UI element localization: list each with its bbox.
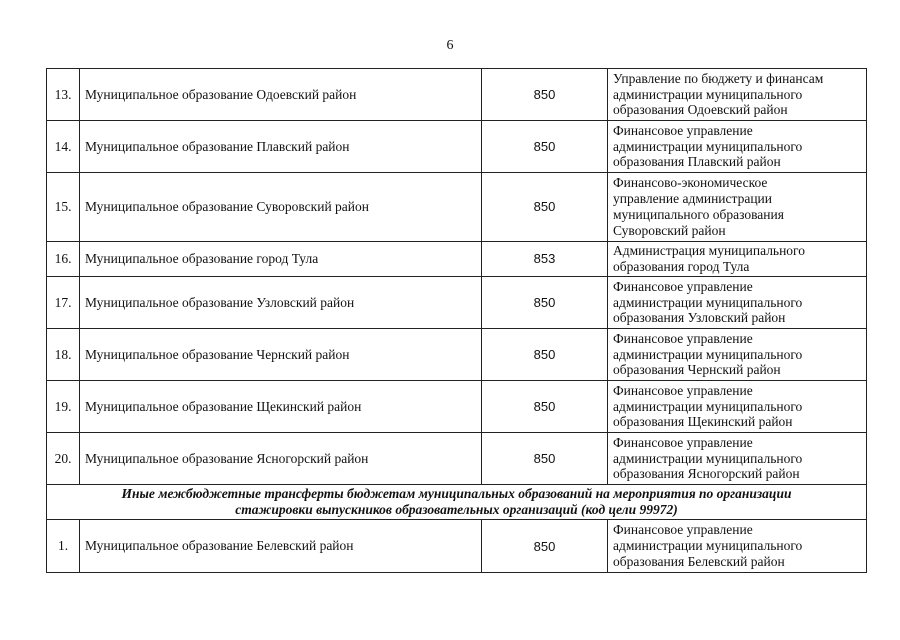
budget-code: 850 (482, 329, 608, 381)
administrator-line: Администрация муниципального (613, 243, 806, 259)
row-number: 16. (47, 242, 80, 277)
budget-code: 850 (482, 381, 608, 433)
municipality-name: Муниципальное образование Узловский район (80, 277, 482, 329)
table-row (47, 277, 867, 329)
administrator-line: Финансовое управление (613, 330, 753, 346)
table-row (47, 69, 867, 121)
row-number: 20. (47, 433, 80, 485)
administrator-line: Управление по бюджету и финансам (613, 70, 824, 86)
administrator-line: администрации муниципального (613, 538, 803, 554)
administrator-line: Финансовое управление (613, 522, 753, 538)
administrator-name (608, 173, 867, 242)
row-number: 19. (47, 381, 80, 433)
municipality-name: Муниципальное образование Одоевский район (80, 69, 482, 121)
administrator-line: Финансовое управление (613, 382, 753, 398)
administrator-line: Суворовский район (613, 222, 726, 238)
administrator-line: образования Узловский район (613, 310, 786, 326)
administrator-line: администрации муниципального (613, 346, 803, 362)
municipality-name: Муниципальное образование город Тула (80, 242, 482, 277)
administrator-line: Финансовое управление (613, 278, 753, 294)
administrator-line: администрации муниципального (613, 294, 803, 310)
table-row (47, 381, 867, 433)
budget-code: 850 (482, 433, 608, 485)
administrator-name (608, 433, 867, 485)
section-heading (47, 485, 867, 520)
administrator-name (608, 381, 867, 433)
administrator-line: Финансово-экономическое (613, 175, 768, 191)
municipality-name: Муниципальное образование Чернский район (80, 329, 482, 381)
administrator-line: образования Чернский район (613, 362, 781, 378)
administrator-name (608, 121, 867, 173)
administrator-line: образования Щекинский район (613, 414, 793, 430)
administrator-line: образования Одоевский район (613, 102, 788, 118)
row-number: 13. (47, 69, 80, 121)
budget-code: 850 (482, 173, 608, 242)
table-row (47, 173, 867, 242)
municipality-name: Муниципальное образование Белевский район (80, 520, 482, 573)
administrator-line: администрации муниципального (613, 398, 803, 414)
administrator-name (608, 329, 867, 381)
municipality-name: Муниципальное образование Щекинский район (80, 381, 482, 433)
administrator-line: администрации муниципального (613, 86, 803, 102)
section-heading-line: Иные межбюджетные трансферты бюджетам муниципальных образований на мероприятия по организации (121, 486, 792, 501)
municipality-name: Муниципальное образование Ясногорский район (80, 433, 482, 485)
administrator-line: образования Белевский район (613, 554, 785, 570)
administrator-name (608, 69, 867, 121)
table-row (47, 242, 867, 277)
budget-code: 850 (482, 121, 608, 173)
allocation-table (46, 68, 867, 573)
row-number: 17. (47, 277, 80, 329)
budget-code: 850 (482, 520, 608, 573)
administrator-line: образования город Тула (613, 259, 750, 274)
budget-code: 850 (482, 277, 608, 329)
administrator-name (608, 242, 867, 277)
administrator-line: управление администрации (613, 191, 773, 207)
table-row (47, 121, 867, 173)
administrator-line: образования Ясногорский район (613, 466, 800, 482)
page-number: 6 (446, 38, 454, 53)
section-heading-line: стажировки выпускников образовательных организаций (код цели 99972) (235, 502, 678, 518)
administrator-name (608, 277, 867, 329)
table-row (47, 433, 867, 485)
administrator-line: администрации муниципального (613, 450, 803, 466)
administrator-line: образования Плавский район (613, 154, 781, 170)
row-number: 18. (47, 329, 80, 381)
row-number: 15. (47, 173, 80, 242)
row-number: 1. (47, 520, 80, 573)
municipality-name: Муниципальное образование Плавский район (80, 121, 482, 173)
row-number: 14. (47, 121, 80, 173)
table-row (47, 520, 867, 573)
administrator-name (608, 520, 867, 573)
budget-code: 850 (482, 69, 608, 121)
municipality-name: Муниципальное образование Суворовский район (80, 173, 482, 242)
administrator-line: администрации муниципального (613, 138, 803, 154)
administrator-line: муниципального образования (613, 207, 784, 222)
section-header-row (47, 485, 867, 520)
table-row (47, 329, 867, 381)
administrator-line: Финансовое управление (613, 434, 753, 450)
administrator-line: Финансовое управление (613, 122, 753, 138)
budget-code: 853 (482, 242, 608, 277)
